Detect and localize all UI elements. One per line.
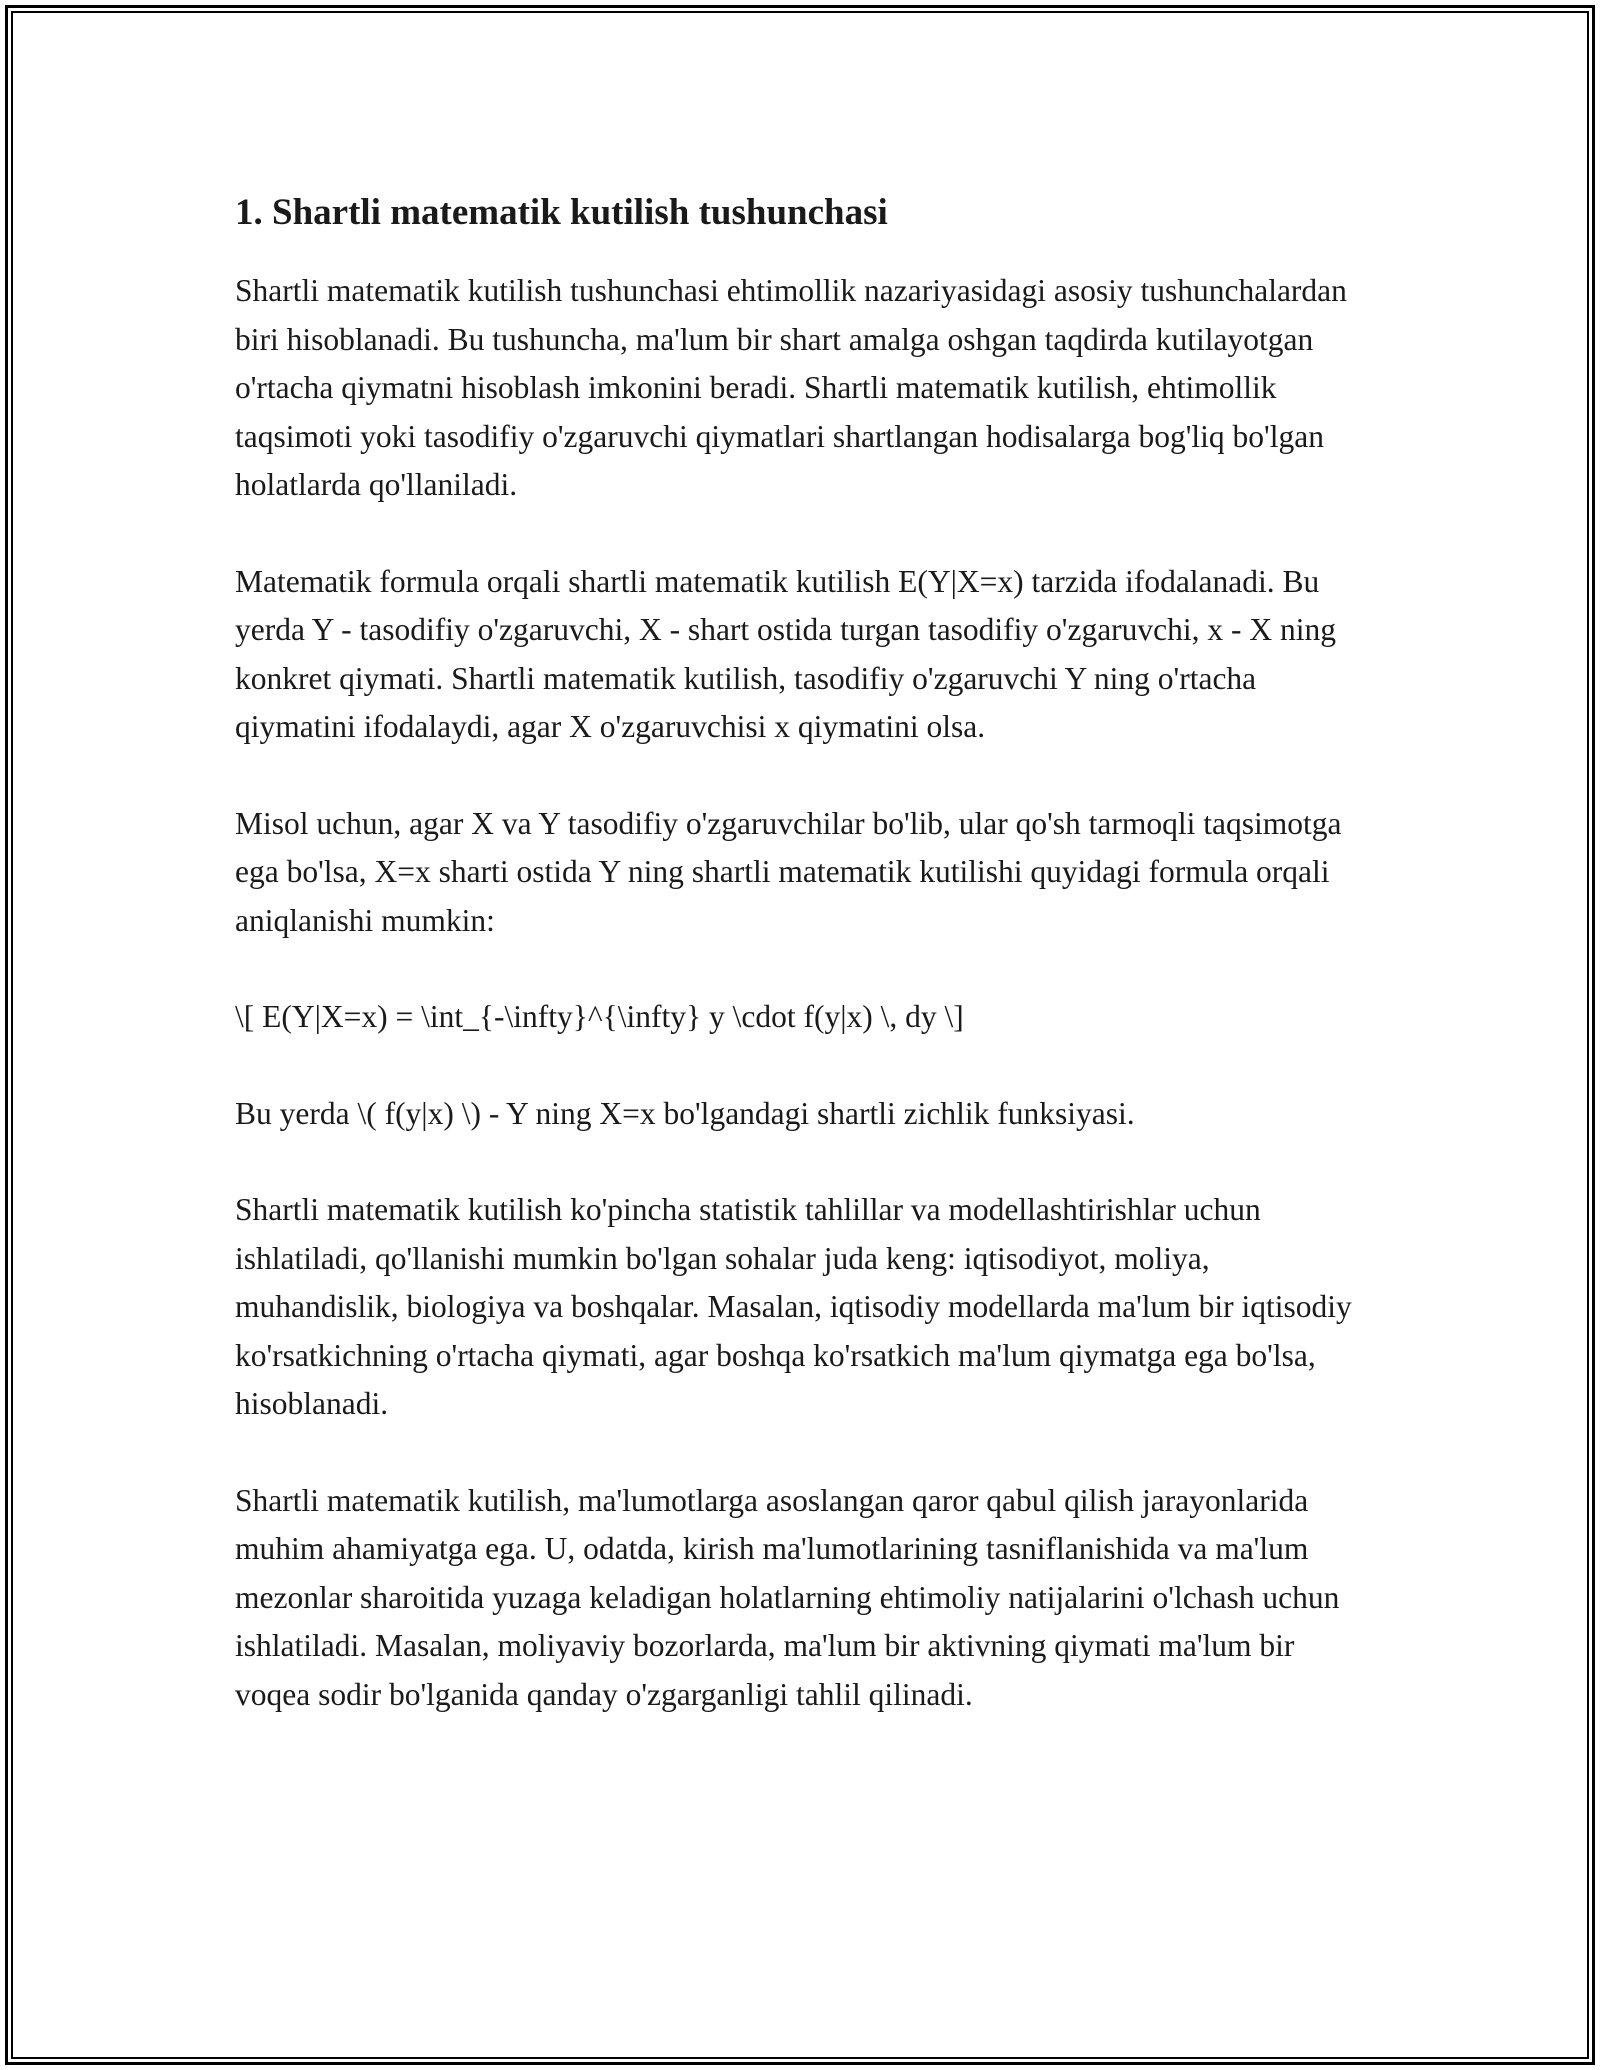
formula-line: \[ E(Y|X=x) = \int_{-\infty}^{\infty} y \cdot f(y|x) \, dy \] — [235, 999, 964, 1034]
paragraph-density-note: Bu yerda \( f(y|x) \) - Y ning X=x bo'lgandagi shartli zichlik funksiyasi. — [235, 1095, 1135, 1131]
paragraph-intro: Shartli matematik kutilish tushunchasi ehtimollik nazariyasidagi asosiy tushunchalardan biri hisoblanadi. Bu tushuncha, ma'lum bir shart amalga oshgan taqdirda kutilayotgan o'rtacha qiymatni hisoblash imkonini beradi. Shartli matematik kutilish, ehtimollik taqsimoti yoki tasodifiy o'zgaruvchi qiymatlari shartlangan hodisalarga bog'liq bo'lgan holatlarda qo'llaniladi. — [235, 273, 1347, 502]
paragraph-decision-making: Shartli matematik kutilish, ma'lumotlarga asoslangan qaror qabul qilish jarayonlarida muhim ahamiyatga ega. U, odatda, kirish ma'lumotlarining tasniflanishida va ma'lum mezonlar sharoitida yuzaga keladigan holatlarning ehtimoliy natijalarini o'lchash uchun ishlatiladi. Masalan, moliyaviy bozorlarda, ma'lum bir aktivning qiymati ma'lum bir voqea sodir bo'lganida qanday o'zgarganligi tahlil qilinadi. — [235, 1482, 1340, 1712]
document-body — [235, 185, 1375, 1767]
paragraph-formula-definition: Matematik formula orqali shartli matematik kutilish E(Y|X=x) tarzida ifodalanadi. Bu yerda Y - tasodifiy o'zgaruvchi, X - shart ostida turgan tasodifiy o'zgaruvchi, x - X ning konkret qiymati. Shartli matematik kutilish, tasodifiy o'zgaruvchi Y ning o'rtacha qiymatini ifodalaydi, agar X o'zgaruvchisi x qiymatini olsa. — [235, 563, 1337, 744]
paragraph-example: Misol uchun, agar X va Y tasodifiy o'zgaruvchilar bo'lib, ular qo'sh tarmoqli taqsimotga ega bo'lsa, X=x sharti ostida Y ning shartli matematik kutilishi quyidagi formula orqali aniqlanishi mumkin: — [235, 805, 1342, 938]
section-heading: 1. Shartli matematik kutilish tushunchasi — [235, 192, 888, 233]
paragraph-applications: Shartli matematik kutilish ko'pincha statistik tahlillar va modellashtirishlar uchun ishlatiladi, qo'llanishi mumkin bo'lgan sohalar juda keng: iqtisodiyot, moliya, muhandislik, biologiya va boshqalar. Masalan, iqtisodiy modellarda ma'lum bir iqtisodiy ko'rsatkichning o'rtacha qiymati, agar boshqa ko'rsatkich ma'lum qiymatga ega bo'lsa, hisoblanadi. — [235, 1192, 1352, 1421]
